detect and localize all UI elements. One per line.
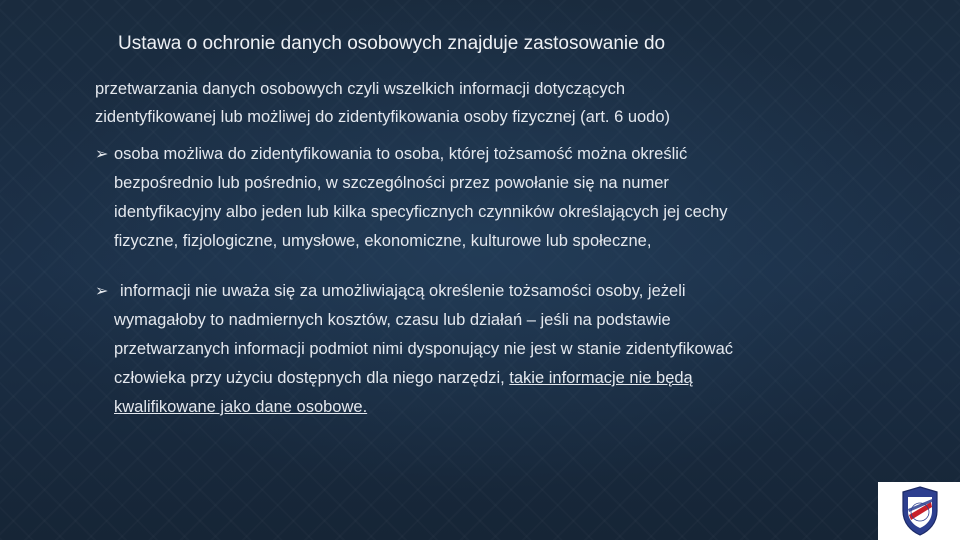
- bullet-text: człowieka przy użyciu dostępnych dla niego narzędzi,: [114, 369, 510, 387]
- slide-title: Ustawa o ochronie danych osobowych znajduje zastosowanie do: [118, 33, 666, 54]
- bullet-item-non-identifiable-info: [95, 277, 885, 422]
- arrow-bullet-icon: ➢: [95, 283, 109, 300]
- underlined-text: kwalifikowane jako dane osobowe.: [114, 398, 368, 416]
- bullet-list: [95, 140, 885, 422]
- bullet-line: fizyczne, fizjologiczne, umysłowe, ekonomiczne, kulturowe lub społeczne,: [114, 232, 652, 250]
- bullet-line: [114, 393, 885, 422]
- bullet-line: osoba możliwa do zidentyfikowania to osoba, której tożsamość można określić: [114, 145, 688, 163]
- underlined-text: takie informacje nie będą: [509, 369, 693, 387]
- bullet-line: przetwarzanych informacji podmiot nimi dysponujący nie jest w stanie zidentyfikować: [114, 340, 734, 358]
- intro-line: zidentyfikowanej lub możliwej do zidentyfikowania osoby fizycznej (art. 6 uodo): [95, 108, 671, 126]
- intro-line: przetwarzania danych osobowych czyli wszelkich informacji dotyczących: [95, 80, 626, 98]
- bullet-item-identifiable-person: [95, 140, 885, 256]
- arrow-bullet-icon: ➢: [95, 146, 109, 163]
- bullet-line: informacji nie uważa się za umożliwiającą określenie tożsamości osoby, jeżeli: [120, 282, 686, 300]
- bullet-line: wymagałoby to nadmiernych kosztów, czasu lub działań – jeśli na podstawie: [114, 311, 671, 329]
- logo-box: [878, 482, 960, 540]
- bullet-line: identyfikacyjny albo jeden lub kilka specyficznych czynników określających jej cechy: [114, 203, 728, 221]
- intro-paragraph: [95, 75, 855, 131]
- bullet-line: bezpośrednio lub pośrednio, w szczególności przez powołanie się na numer: [114, 174, 669, 192]
- shield-crest-icon: [900, 485, 940, 537]
- bullet-line: [114, 364, 885, 393]
